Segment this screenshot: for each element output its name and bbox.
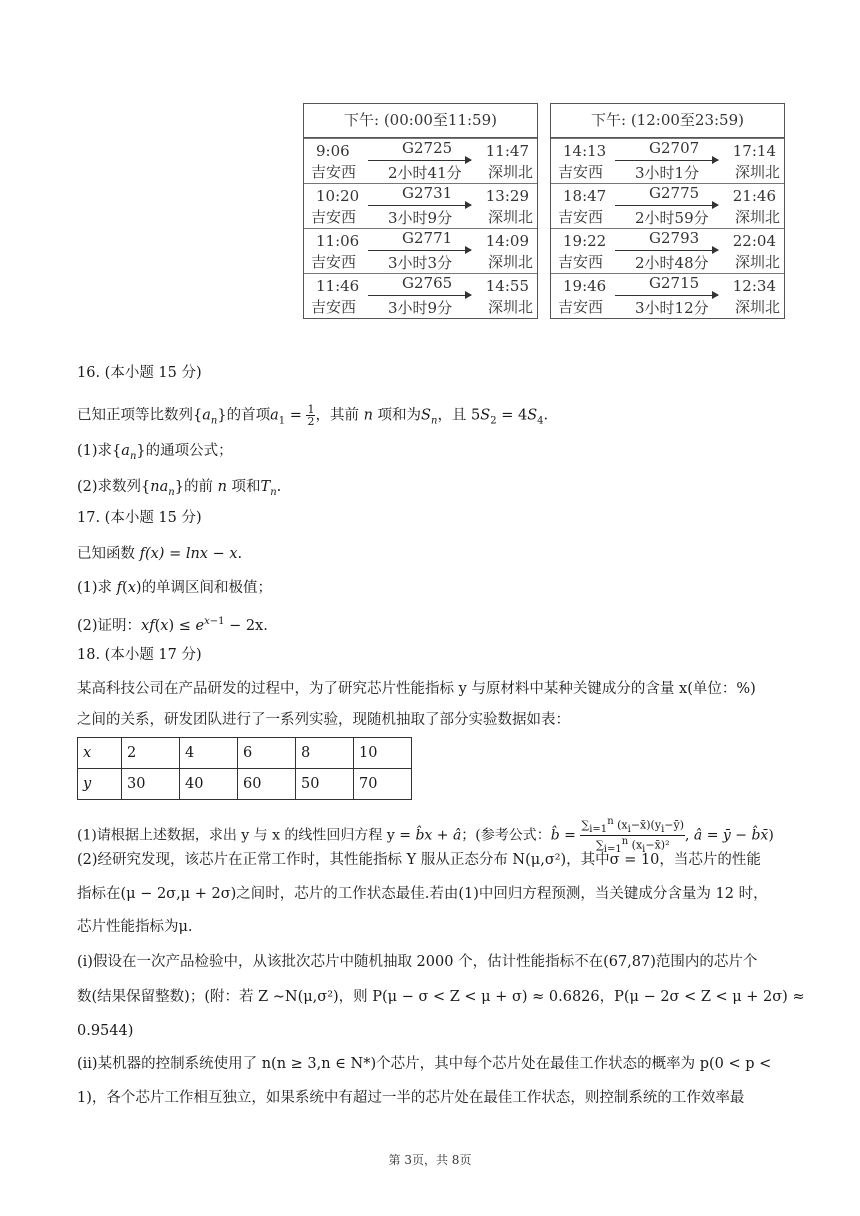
- arrival-time: 21:46: [732, 187, 776, 205]
- q18-sub-ii-line: (ii)某机器的控制系统使用了 n(n ≥ 3,n ∈ N*)个芯片，其中每个芯片处在最佳工作状态的概率为 p(0 < p <: [77, 1056, 772, 1072]
- timetable-header: 下午: (12:00至23:59): [551, 104, 784, 138]
- q16-stem: 已知正项等比数列$\{a_n\}$的首项$a_1$ = $\frac{1}{2}$ ，其前 n 项和为$S_n$，且 $5S_2 = 4S_4$.: [77, 403, 549, 428]
- q18-part1-text: ；(参考公式：: [461, 827, 551, 844]
- q17-part2-text: − 2x.: [224, 617, 268, 634]
- timetable-row: [304, 183, 537, 228]
- q18-sub-i-line: (i)假设在一次产品检验中，从该批次芯片中随机抽取 2000 个，估计性能指标不在(67,87)范围内的芯片个: [77, 954, 758, 970]
- q16-stem-text: 项和为: [372, 407, 422, 424]
- departure-station: 吉安西: [311, 208, 357, 226]
- q16-part2-text: 的前: [183, 479, 218, 495]
- q18-sub-ii-line: 1)，各个芯片工作相互独立，如果系统中有超过一半的芯片处在最佳工作状态，则控制系统的工作效率最: [77, 1090, 745, 1106]
- arrow-right-icon: [615, 205, 718, 206]
- timetable-morning: [303, 103, 538, 319]
- train-number: G2707: [649, 139, 700, 157]
- timetable-afternoon: [550, 103, 785, 319]
- q18-part2-line: 指标在(μ − 2σ,μ + 2σ)之间时，芯片的工作状态最佳.若由(1)中回归方程预测，当关键成分含量为 12 时，: [77, 886, 768, 902]
- table-cell: 70: [354, 769, 412, 800]
- travel-duration: 3小时12分: [635, 299, 709, 317]
- arrival-time: 14:55: [485, 277, 529, 295]
- table-cell: 2: [122, 738, 180, 769]
- table-cell: 6: [238, 738, 296, 769]
- timetable-row: [304, 273, 537, 318]
- arrival-station: 深圳北: [487, 208, 533, 226]
- fraction: $\frac{1}{2}$: [307, 403, 315, 428]
- train-number: G2771: [402, 229, 453, 247]
- q16-title: 16. (本小题 15 分): [77, 365, 202, 381]
- arrow-right-icon: [615, 295, 718, 296]
- departure-station: 吉安西: [311, 298, 357, 316]
- table-row: [78, 738, 412, 769]
- q16-stem-text: 已知正项等比数列: [77, 407, 193, 424]
- table-cell: 4: [180, 738, 238, 769]
- arrow-right-icon: [615, 250, 718, 251]
- departure-time: 11:06: [316, 232, 360, 250]
- q16-stem-text: = 4: [496, 407, 528, 424]
- regression-formula-fraction: $\frac{\sum_{i=1}^n (x_i-x̄)(y_i-ȳ)}{\sum_{i=1}^n (x_i-x̄)^2}$: [581, 816, 684, 855]
- q16-part1: (1)求$\{a_n\}$的通项公式；: [77, 443, 233, 462]
- travel-duration: 3小时3分: [388, 254, 453, 272]
- departure-station: 吉安西: [558, 298, 604, 316]
- arrival-station: 深圳北: [734, 208, 780, 226]
- arrow-right-icon: [368, 295, 471, 296]
- train-number: G2715: [649, 274, 700, 292]
- table-cell: 60: [238, 769, 296, 800]
- travel-duration: 2小时41分: [388, 164, 462, 182]
- arrival-time: 12:34: [732, 277, 776, 295]
- table-cell: 10: [354, 738, 412, 769]
- timetable-row: [304, 228, 537, 273]
- departure-station: 吉安西: [558, 163, 604, 181]
- q18-sub-i-line: 数(结果保留整数)；(附：若 Z ∼N(μ,σ²)，则 P(μ − σ < Z < μ + σ) ≈ 0.6826，P(μ − 2σ < Z < μ + 2σ) ≈: [77, 989, 805, 1005]
- period: .: [276, 479, 282, 495]
- q16-stem-text: 的首项: [226, 407, 271, 424]
- q18-sub-i-line: 0.9544): [77, 1023, 134, 1039]
- q18-stem-line: 之间的关系，研发团队进行了一系列实验，现随机抽取了部分实验数据如表：: [77, 712, 570, 728]
- arrival-station: 深圳北: [734, 253, 780, 271]
- q17-part2-text: (2)证明：: [77, 617, 142, 634]
- timetable-row: [551, 228, 784, 273]
- train-number: G2725: [402, 139, 453, 157]
- table-cell: 30: [122, 769, 180, 800]
- q17-part1-text: (1)求: [77, 580, 117, 596]
- q16-part2-text: (2)求数列: [77, 479, 142, 495]
- train-number: G2775: [649, 184, 700, 202]
- arrival-station: 深圳北: [487, 163, 533, 181]
- page-footer: 第 3页，共 8页: [388, 1153, 472, 1167]
- table-cell: 40: [180, 769, 238, 800]
- travel-duration: 2小时48分: [635, 254, 709, 272]
- q17-part1: (1)求 f(x)的单调区间和极值；: [77, 580, 273, 596]
- q18-stem-line: 某高科技公司在产品研发的过程中，为了研究芯片性能指标 y 与原材料中某种关键成分的含量 x(单位：%): [77, 681, 756, 697]
- q17-part2: (2)证明：$xf(x) \le e^{x-1} - 2x$.: [77, 616, 268, 634]
- arrival-time: 11:47: [485, 142, 529, 160]
- departure-time: 11:46: [316, 277, 360, 295]
- arrival-station: 深圳北: [734, 298, 780, 316]
- departure-station: 吉安西: [558, 208, 604, 226]
- departure-time: 9:06: [316, 142, 350, 160]
- train-number: G2793: [649, 229, 700, 247]
- departure-time: 19:46: [563, 277, 607, 295]
- departure-time: 10:20: [316, 187, 360, 205]
- train-number: G2765: [402, 274, 453, 292]
- q16-part2: (2)求数列$\{na_n\}$的前 n 项和$T_n$.: [77, 479, 282, 498]
- timetable-row: [551, 138, 784, 183]
- function-expression: f(x) = lnx − x: [139, 546, 238, 562]
- timetable-header: 下午: (00:00至11:59): [304, 104, 537, 138]
- departure-time: 18:47: [563, 187, 607, 205]
- q18-part2-line: (2)经研究发现，该芯片在正常工作时，其性能指标 Y 服从正态分布 N(μ,σ²)，其中σ = 10，当芯片的性能: [77, 852, 761, 868]
- arrival-station: 深圳北: [734, 163, 780, 181]
- arrival-time: 14:09: [485, 232, 529, 250]
- arrival-time: 13:29: [485, 187, 529, 205]
- departure-station: 吉安西: [558, 253, 604, 271]
- departure-station: 吉安西: [311, 163, 357, 181]
- arrival-station: 深圳北: [487, 253, 533, 271]
- q18-title: 18. (本小题 17 分): [77, 647, 202, 663]
- q16-stem-text: ，且 5: [437, 407, 481, 424]
- arrow-right-icon: [368, 250, 471, 251]
- table-row: [78, 769, 412, 800]
- q17-title: 17. (本小题 15 分): [77, 510, 202, 526]
- arrow-right-icon: [615, 160, 718, 161]
- arrival-time: 17:14: [732, 142, 776, 160]
- q16-part2-text: 项和: [226, 479, 261, 495]
- table-row-label: y: [78, 769, 122, 800]
- experiment-data-table: [77, 737, 412, 800]
- q16-stem-text: ，其前: [315, 407, 364, 424]
- table-row-label: x: [78, 738, 122, 769]
- arrival-time: 22:04: [732, 232, 776, 250]
- timetable-row: [551, 273, 784, 318]
- timetable-row: [551, 183, 784, 228]
- arrow-right-icon: [368, 205, 471, 206]
- travel-duration: 2小时59分: [635, 209, 709, 227]
- departure-time: 14:13: [563, 142, 607, 160]
- arrival-station: 深圳北: [487, 298, 533, 316]
- travel-duration: 3小时9分: [388, 299, 453, 317]
- travel-duration: 3小时9分: [388, 209, 453, 227]
- departure-time: 19:22: [563, 232, 607, 250]
- arrow-right-icon: [368, 160, 471, 161]
- q17-part1-text: 的单调区间和极值；: [141, 580, 273, 596]
- q18-part2-line: 芯片性能指标为μ.: [77, 919, 193, 935]
- q17-stem-text: 已知函数: [77, 546, 140, 562]
- timetable-row: [304, 138, 537, 183]
- q18-part1-text: (1)请根据上述数据，求出 y 与 x 的线性回归方程 y =: [77, 827, 416, 844]
- period: .: [543, 407, 549, 424]
- q16-part1-text: 的通项公式；: [145, 443, 233, 459]
- departure-station: 吉安西: [311, 253, 357, 271]
- travel-duration: 3小时1分: [635, 164, 700, 182]
- q17-stem: 已知函数 f(x) = lnx − x.: [77, 546, 243, 562]
- train-number: G2731: [402, 184, 453, 202]
- table-cell: 50: [296, 769, 354, 800]
- q18-part1: (1)请根据上述数据，求出 y 与 x 的线性回归方程 y = b̂x + â；(参考公式：b̂ = $\frac{\sum_{i=1}^n (x_i-x̄)(y_i-ȳ)}{\sum_{i=1}^n (x_i-x̄)^2}$ , â = ȳ − b̂x̄): [77, 816, 774, 855]
- table-cell: 8: [296, 738, 354, 769]
- q16-part1-text: (1)求: [77, 443, 113, 459]
